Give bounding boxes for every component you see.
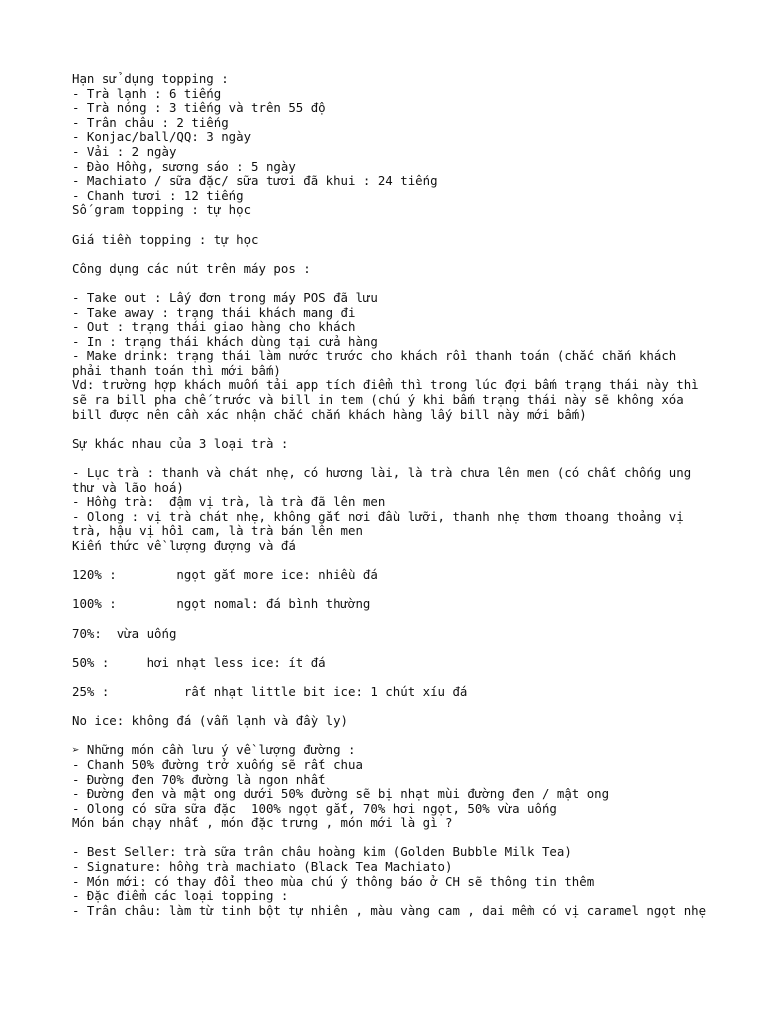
blank-line xyxy=(72,670,712,685)
featured-item: - Đặc điểm các loại topping : xyxy=(72,888,289,904)
sugar-note-item: - Đường đen và mật ong dưới 50% đường sẽ bị nhạt mùi đường đen / mật ong xyxy=(72,786,610,802)
topping-expiry-item: - Trà nóng : 3 tiếng và trên 55 độ xyxy=(72,100,326,116)
sugar-level-line: 120% : ngọt gắt more ice: nhiều đá xyxy=(72,567,378,583)
blank-line xyxy=(72,218,712,233)
topping-expiry-item: - Machiato / sữa đặc/ sữa tươi đã khui : 24 tiếng xyxy=(72,173,438,189)
featured-item: - Signature: hồng trà machiato (Black Tea Machiato) xyxy=(72,859,453,875)
blank-line xyxy=(72,831,712,846)
sugar-level-line: 70%: vừa uống xyxy=(72,625,177,641)
sugar-levels-section xyxy=(72,568,712,729)
sugar-note-item: - Chanh 50% đường trở xuống sẽ rất chua xyxy=(72,756,363,772)
tea-types-section xyxy=(72,437,712,554)
topping-price-line: Giá tiền topping : tự học xyxy=(72,231,259,247)
blank-line xyxy=(72,554,712,569)
pos-button-example: Vd: trường hợp khách muốn tải app tích điểm thì trong lúc đợi bấm trạng thái này thì sẽ ra bill pha chế trước và bill in tem (chú ý khi bấm trạng thái này sẽ không xóa bill được nên cần xác nhận chắc chắn khách hàng lấy bill này mới bấm) xyxy=(72,377,707,422)
pos-button-item: - Out : trạng thái giao hàng cho khách xyxy=(72,319,356,335)
featured-item: - Món mới: có thay đổi theo mùa chú ý thông báo ở CH sẽ thông tin thêm xyxy=(72,873,595,889)
pos-buttons-section xyxy=(72,262,712,423)
tea-type-item: - Lục trà : thanh và chát nhẹ, có hương lài, là trà chưa lên men (có chất chống ung thư và lão hoá) xyxy=(72,465,699,495)
pos-button-item: - Take away : trạng thái khách mang đi xyxy=(72,304,356,320)
featured-section xyxy=(72,845,712,918)
featured-item: - Best Seller: trà sữa trân châu hoàng kim (Golden Bubble Milk Tea) xyxy=(72,844,572,860)
blank-line xyxy=(72,276,712,291)
featured-item: - Trân châu: làm từ tinh bột tự nhiên , màu vàng cam , dai mềm có vị caramel ngọt nhẹ xyxy=(72,902,707,918)
tea-type-item: - Hồng trà: đậm vị trà, là trà đã lên men xyxy=(72,494,386,510)
topping-expiry-section xyxy=(72,72,712,218)
pos-buttons-title: Công dụng các nút trên máy pos : xyxy=(72,260,311,276)
featured-question: Món bán chạy nhất , món đặc trưng , món mới là gì ? xyxy=(72,815,453,831)
blank-line xyxy=(72,700,712,715)
blank-line xyxy=(72,612,712,627)
pos-button-item: - In : trạng thái khách dùng tại cửa hàng xyxy=(72,333,378,349)
sugar-level-line: 100% : ngọt nomal: đá bình thường xyxy=(72,596,371,612)
topping-expiry-item: - Konjac/ball/QQ: 3 ngày xyxy=(72,129,252,145)
sugar-ice-heading: Kiến thức về lượng đượng và đá xyxy=(72,538,296,553)
blank-line xyxy=(72,422,712,437)
topping-expiry-title: Hạn sử dụng topping : xyxy=(72,71,229,86)
pos-button-item: - Make drink: trạng thái làm nước trước cho khách rồi thanh toán (chắc chắn khách phải thanh toán thì mới bấm) xyxy=(72,348,684,378)
blank-line xyxy=(72,451,712,466)
topping-expiry-item: - Trân châu : 2 tiếng xyxy=(72,114,229,130)
tea-types-title: Sự khác nhau của 3 loại trà : xyxy=(72,435,289,451)
sugar-note-item: - Olong có sữa sữa đặc 100% ngọt gắt, 70% hơi ngọt, 50% vừa uống xyxy=(72,800,557,816)
sugar-level-line: No ice: không đá (vẫn lạnh và đầy ly) xyxy=(72,713,349,729)
topping-expiry-item: - Chanh tươi : 12 tiếng xyxy=(72,187,244,203)
sugar-level-line: 50% : hơi nhạt less ice: ít đá xyxy=(72,654,326,670)
tea-type-item: - Olong : vị trà chát nhẹ, không gắt nơi đầu lưỡi, thanh nhẹ thơm thoang thoảng vị trà, hậu vị hồi cam, là trà bán lên men xyxy=(72,508,692,539)
sugar-level-line: 25% : rất nhạt little bit ice: 1 chút xíu đá xyxy=(72,683,468,699)
topping-expiry-item: - Đào Hồng, sương sáo : 5 ngày xyxy=(72,158,296,174)
topping-expiry-item: - Trà lạnh : 6 tiếng xyxy=(72,85,222,101)
blank-line xyxy=(72,247,712,262)
sugar-note-item: - Đường đen 70% đường là ngon nhất xyxy=(72,771,326,787)
document-page xyxy=(72,72,712,918)
blank-line xyxy=(72,729,712,744)
topping-gram-line: Số gram topping : tự học xyxy=(72,202,252,218)
blank-line xyxy=(72,641,712,656)
blank-line xyxy=(72,583,712,598)
sugar-notes-section xyxy=(72,743,712,831)
pos-button-item: - Take out : Lấy đơn trong máy POS đã lưu xyxy=(72,289,378,305)
sugar-notes-title: ➢ Những món cần lưu ý về lượng đường : xyxy=(72,742,356,758)
topping-expiry-item: - Vải : 2 ngày xyxy=(72,143,177,159)
